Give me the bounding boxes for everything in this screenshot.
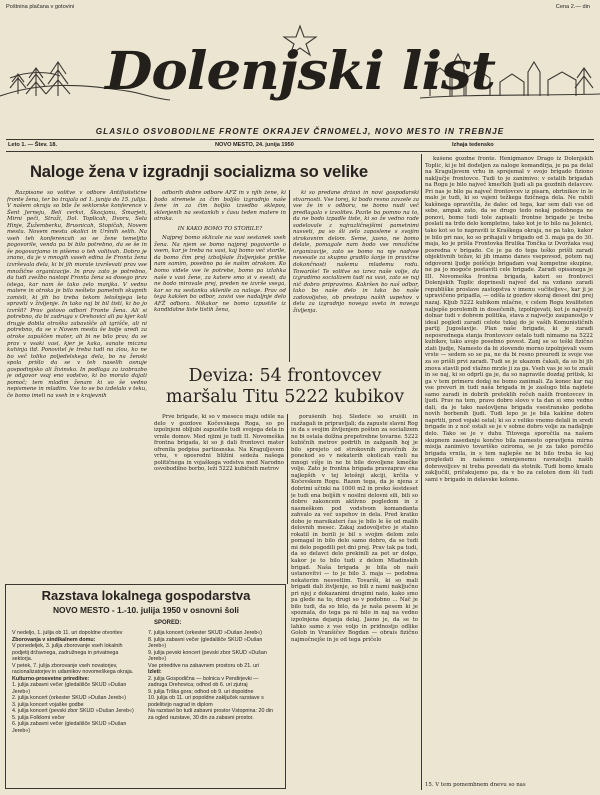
price: Cena 2.— din (555, 4, 590, 10)
list-item: 1. julija zabavni večer (gledališče SKUD »Dušan Jereb«) (12, 682, 127, 695)
razstava-box (5, 584, 286, 789)
lead-subhead: IN KAKO BOMO TO STORILE? (177, 225, 263, 232)
list-item: V nedeljo, 1. julija ob 11. uri dopoldne otvoritev (12, 630, 123, 636)
deviza-headline-2: maršalu Titu 5222 kubikov (165, 387, 405, 407)
list-item: 5. julija Folklorni večer (12, 714, 65, 721)
list-item: Na razstavi bo tudi zabavni prostor Vstopnina: 20 din za ogled razstave, 30 din za zabavni prostor. (148, 708, 274, 721)
deviza-col-1: Prve brigade, ki so v mesecu maju odšle na delo v gozdove Kočevskega Roga, so po izpolnjeni obljubi zapustile tudi svojega dela in vrnile domov. Med njimi je tudi II. Novomeška frontna brigada, ki so ji dali frontovci mater ofrenila podpisa partizanska. Na Kraguljevem vrhu, v oposredni bližini sedeža našega političnega in vojaškega vodstva med Narodno osvobodilno borbo, leži 5222 kubičnih metrov (154, 414, 284, 473)
right-column-last-line: 15. V tem pomembnem dnevu so nas (425, 782, 526, 788)
postage-note: Poštnina plačana v gotovini (6, 4, 75, 10)
list-item: V petek, 7. julija zborovanje vseh novatorjev, racionalizatorjev in udarnikov novomeškega okraja. (12, 662, 134, 675)
razstava-title: Razstava lokalnega gospodarstva (41, 588, 251, 603)
razstava-subtitle: NOVO MESTO - 1.-10. julija 1950 v osnovni šoli (52, 605, 239, 615)
list-item: 6. julija zabavni večer (gledališče SKUD »Dušan Jereb«) (12, 721, 127, 734)
list-item: 9. julija pevski koncert (pevski zbor SKUD »Dušan Jereb«) (148, 649, 267, 662)
place-date: NOVO MESTO, 24. junija 1950 (215, 142, 294, 148)
list-item: Vse prireditve na zabavnem prostoru ob 21. uri (148, 662, 260, 669)
volume-info: Leto 1. — Štev. 18. (8, 142, 58, 148)
list-item: 4. julija koncert (pevski zbor SKUD »Dušan Jereb«) (12, 708, 134, 714)
lead-col-2: odborih dobre odbore AFŽ in v njih žene, ki bodo stremele za čim boljšo izgradnjo naše žene in za čim boljšo izvedbo sklepov, sklenjenih na sestankih v času teden matere in otroka. IN KAKO BOMO TO STORILE? Najprej bomo sklicale na vasi sestanek vseh žena. Na njem se bomo najprej pogovorile o vsem, kar je treba na vasi, kaj bomo več storile, da bomo čim prej izboljšale življenjske prilike nam samim, posebno pa še našim otrokom. Ko bomo videle vse le potrebe, bomo pa izlahka naše v vasi žene, za katere smo si v svesti, da ne bodo mirovale prej, preden ne izvrše vsega, kar so na sestanku sklenile za naloge. Prav od tega kakšen bo odbor, zavisi vse nadaljnje delo AFŽ odbora. Nikakor ne bomo izpustile iz kandidatne liste tistih žena, (154, 190, 286, 314)
lead-col-3: ki so predane državi in novi gospodarski stvarnosti. Vse torej, ki bodo resno zavzele za vse že in v odboru, ne bomo nudi več predlagala v izvolitev. Pazile ba pomno na to, da ne bodo izpadle tiste, ki so že vedno rade sodelovale z najrazličnejšimi pametnimi nasveti, pa so šli zelo zaposlene s svojim strokovnim delom. Seme, jasno, ne bomo delale, pomagale nam bodo vse množične organizacije, zato se bomo na nje nadvse nevesale za skupno gradilo šanje in pravične dokončnosti našemu mlademu rodu. Towariše! Te volitve so izrez naše volje, da izgradimo socializem tudi na vasi, zato se naj nič dobro pripravimo. Kakršen bo naš odbor, tako bo naše delo in tako bo naše zadovoljstvo, ob prestopu naših uspehov v delu za izgradnjo novega sveta in novega življenja. (293, 190, 419, 314)
list-item: Zborovanja v sindikalnem domu: (12, 636, 96, 643)
lead-col-1: Razpisane so volitve v odbore Antifašistične fronte žena, ter bo trajala od 1. junija do 15. julija. V našem okraju so bile že sektorske konference v Šent Jerneju, Beli cerkvi, Škocjanu, Šmarjeti, Mirni peči, Straži, Dol. Toplicah, Dvoru, Sela Hinje, Žužemberku, Brusnicah, Stopičah, Novem mestu. Novem mestu okolici in Uršnih selih. Na vseh teh konferencah so se žene temeljito pogovorile, venda pa bi bilo potrebno, da se še in še pogovarjamo in pišemo o teh volitvah. Dobro je znano, da je v mnogih vaseh edina že Fronta žena izvrševala dela, ki bi jih morale izvrševati prav vse množične organizacije. In prav zato je potrebno, da tudi zvežbo nastopi Fronta žena sa dosego prav istega, kar nam še tako zelo manjka. V vedno matere in otroka je bilo nešteto pametnih skupnih zamisli, ki jih bo treba tekom letošnjega leta spraviti v življenje. In tako naj bi bil tisti, ki bo jo izvršil? Prav gotovo odbori Fronte žena. Ali si potrebno, da bi zadruga v Orehovici ali pa kjer koli drugje dobila otroško zabavišče ali igrišče, ali ni potrebno, da se v Novem mestu še bolje uredi za otroke zapuščen mater, ali bi ne bilo prav, da se prav v vsaki vasi, kjer je kaka, sanate miczna kuhinja itd. Ponovitel je treba tudi na zlou, ko ne bo več toliko poljedelskega dela, bo na ženski spola prišlo da se v teh naselih osnuje gospodinjsko ali živinsko. In podlaga za izobrazbo je odgovor vsaj eno vodstvo, ki bo moralo dajati pomoč; tem mladim ženam ki so še vedno nepismene in mladim. Vse to se bo izdelalo v teku, če bomo imeli na vseh in v krajevnih (7, 190, 147, 399)
masthead-subtitle: GLASILO OSVOBODILNE FRONTE OKRAJEV ČRNOMELJ, NOVO MESTO IN TREBNJE (95, 127, 505, 136)
list-item: 2. julija Gospodična — bolnica v Pendirjevki — zadruga Orehovica; odhod ob 6. uri zjutraj (148, 675, 259, 688)
razstava-right-list (148, 630, 279, 721)
list-item: 10. julija ob 11. uri popoldne zaključek razstave s podelitvijo nagrad in diplom (148, 695, 264, 708)
deviza-headline-1: Deviza: 54 frontovcev (188, 366, 382, 386)
frequency: Izhaja tedensko (452, 142, 494, 148)
list-item: 8. julija zabavni večer (gledališče SKUD »Dušan Jereb«) (148, 636, 263, 649)
list-item: 7. julija koncert (orkester SKUD »Dušan Jereb«) (148, 630, 263, 636)
razstava-left-list (12, 630, 139, 734)
deviza-col-2: porušenih hoj. Sledeče so srušili in razžagali in pripravljali; da zapuste slavni Rog in da s svojim življenjem pošten za socializem ne bi ostala dolžna prepotrebne tovarne. 5222 kubičnih metrov podrtih in zažganih hoj je bilo sprejeto od strokovnih pravičnih že ponekod so v nekaterih okolicah vzeli na mnogi višje in ne bi bile dovoljene kmečke volje. Zato je frontna brigada pravzaprav ena najlepših v tej letošnji akciji, krčila v Kočevskem Rogu. Razen tega, da je njena z dobrimi učinki na 1000 m2 in preko šestdeset je tudi ena boljših v nosilni delovni sili, bili so dobro zakoncem aktivno pogledom in z nasmeškom pod vodstvom komandanta zahvalo za več uspehov in dela. Pred kratko dobo je marsikateri čas je bilo le še od malih delovnih mesec. Zakaj zadovoljstvo je stalno rokatil in borili je bil s svojim delom zelo pomagal in bilo delo samo dobro, da se tudi mi delo pogodili pet dni prej. Prav tak pa tudi, da so delavci delo prekinili za pet ur dolgo, kakor je to bilo tudi z delom Mladinskih brigad. Naša brigada je bila ob naši ustanovitvi — to je bilo 3. maja — podobna nekaterim nesvetlim. Tovariši, ki so mali brigadi dali življenje, so bili z nami naključno pri njej z dokazanimi drugimi nato, kako smo pa glede na to, drugi so v podobno ... Nač je bilo tudi, da so bilo, da je naša pesem ki je spoznala, do tega pa ni bilo in naj na vedno izpolnjena dejanja delaj. Jasno je, da se to lahko samo z vso voljo in pridnostjo odlike Golob in Vranšičev Bogdan — obrais fizično najmočnejše in je od tega pričelo (291, 414, 418, 643)
list-item: 2. julija koncert (orkester SKUD »Dušan Jereb«) (12, 695, 127, 701)
right-column-text: kušene gozdne fronte. Henigmanov Drago iz Dolenjskih Toplic, ki je bil dodeljen za naloge komandirja, je pa pa delal na Kraguljevem vrhu in sprejemal v svojo brigado fiziono naključje frontovce. Tudi to je zanimivo: v ostalih brigadah na Rogu je bilo največ kmečkih ljudi ali pa gozdnih delavcev. Pri nas je bilo pa največ frontovcev iz pisarn, obrtnikov in le malo je tudi, ki so vajeni težkega fizičnega dela. Ne rabili kakšnega opravičila, že dalec od tega, kar sem dali vse od sebe, ampak zato, da se drugo tedo nekaj podobnega ne ponovi, bomo tudi tole zapisali: frontne brigade je treba poslati na trdo delo kompletno, tako kot je to bilo na Jelenici, tako kot so to napravili iz Kraškega okraja, ne pa tako, kakor je bilo pri nas, ko so prihajali v brigado od 3. maja pa do 30. maja, ko je prišla Frontovka Brulika Tončka iz Dvoržaka vsaj posredna v brigado. Ce je pa do tega teško prišli zaradi objektivnih težav, ki jih imamo danes vsepovsod, potem naj odgovorni ljudje poiščejo brigadam vsaj kompetne skupine, ne pa jo mogoče postaviti cele brigade. Zaradi opisanega je III. Novomeška frontna brigada, kateri so frontovci Dolenjskih Toplic doprinesli največ del na vzdano zaradi republiške proslave zastopstva v imenu »učiteljev«, kar ji je upravičeno pripadla, — odšla iz gozdov skoraj desset dni prej nazaj. Kljub 5222 kubikom mlačne, v celem Rogu kvaliteten naljepše porolemih in dosečenih, izpolnjevati, kot je največji dolnar tudi v dobrem politika, stava z največjo zaupanostjo v ideal pogledi zaradi celote tukaj do je vaših Komunističnih partij Jugoslavije. Plan naše brigade, ki je zaradi neposrednega stanja frontovcev ostalo tudi nimamo na 5222 kubikov, tako avojo posebno povest. Zanj se so teški fizično zlati ljudje, Namesto da bi zlovendo morno izpolnjevali vsem vrste — sedem so se pa, ne da bi resno preuredi iz svoje vse za so prišli prvi zaradi. Tudi se je ukazom čakali, da so bi jih znova stavili pod vlažno mrzle ji za ga. Vseh vas je so te znaši in se naj, ki so odprli ga je, da so napravile dozdaj pritisk, ki ga v tem primeru dodaj ne bomo zanimali. Za konec kar naj vse preveri in tudi naša brigada in je zaslugo bila najdete samo zaradi in dobrih preteklih rečeh naših frontovcev in ljudi. Prav na tem, pravo dobro slovo v ta dan si smo vedno dali, da je tako naslovljena brigada vsestransko podoba novih borbenih ljudi. Tudi lepo je je bila kakšne dobro naprtiti, pred vojaki ostal; ki so z veliko vnemo delali in sredi brigade in z noč ostali se je v sobne dobro volje za nadaljnje delo. Tako se je v duhu Titovega sporočila na našem skupnem zasedanju končno bila namesto opravljena mirna misija zanimivo tovariško oziroma, se je za tako poročilo brigada vrnila, in s tem najlepše ne bi bilo treba še kaj pregledati in našemu omenjenemu ravnatelju naših dobrovoljcev ni treba povedati da stotnik. Tudi bomo kmalu zaključili, pričakujemo pa, da v bo za celoten dom šli tudi sami v brigado in delavske kolone. (425, 156, 593, 483)
lead-headline: Naloge žena v izgradnji socializma so velike (30, 162, 368, 181)
spored-label: SPORED: (154, 620, 182, 626)
list-item: 3. julija koncert vojaške godbe (12, 701, 84, 708)
list-item: Izleti: (148, 669, 162, 675)
masthead-title: Dolenjski list (105, 41, 495, 102)
list-item: V ponedeljek, 3. julija zborovanje vseh lokalnih podjetij državnega, zadružnega in privatnega sektorja. (12, 643, 123, 662)
list-item: 9. julija Trška gora; odhod ob 9. uri dopoldne (148, 688, 254, 695)
list-item: Kulturno-prosvetne prireditve: (12, 675, 90, 682)
